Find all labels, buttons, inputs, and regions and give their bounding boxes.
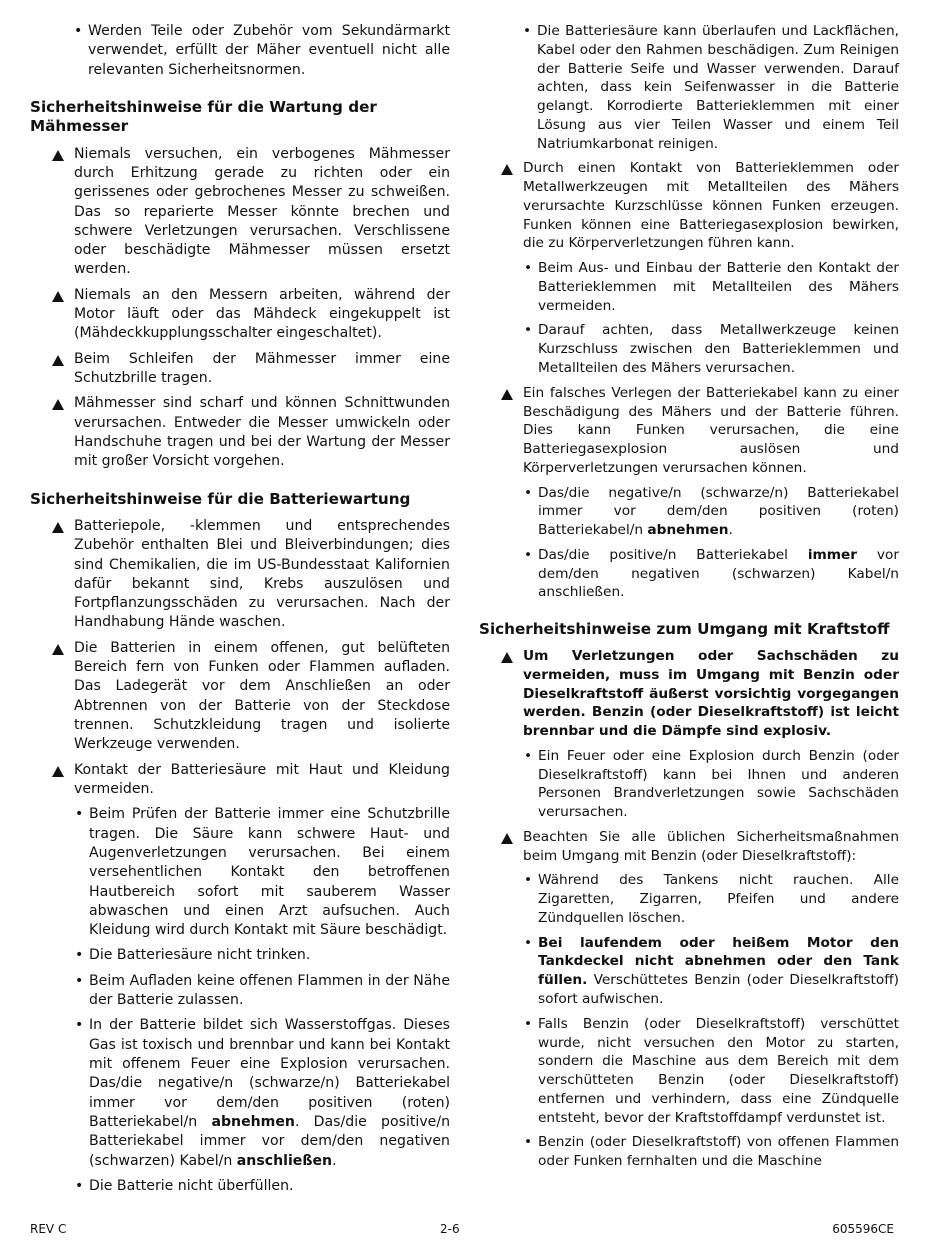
warning-triangle-icon: [501, 833, 513, 844]
warning-triangle-icon: [52, 399, 64, 410]
right-column: [479, 22, 899, 1177]
warning-item: Kontakt der Batteriesäure mit Haut und Kleidung vermeiden.: [30, 761, 450, 800]
warning-triangle-icon: [52, 644, 64, 655]
section-title-battery: Sicherheitshinweise für die Batteriewartung: [30, 489, 411, 508]
warning-item: Beachten Sie alle üblichen Sicherheitsmaßnahmen beim Umgang mit Benzin (oder Dieselkraftstoff):: [479, 828, 899, 866]
footer-revision: REV C: [30, 1222, 67, 1236]
warning-item: Beim Schleifen der Mähmesser immer eine Schutzbrille tragen.: [30, 350, 450, 389]
list-item: • Beim Prüfen der Batterie immer eine Schutzbrille tragen. Die Säure kann schwere Haut- und Augenverletzungen verursachen. Bei einem versehentlichen Kontakt den betroffenen Hautbereich sofort mit sauberem Wasser abwaschen und einen Arzt aufsuchen. Auch Kleidung wird durch Kontakt mit Säure beschädigt.: [75, 806, 450, 939]
list-item: • Die Batteriesäure nicht trinken.: [75, 947, 311, 964]
warning-item: Mähmesser sind scharf und können Schnittwunden verursachen. Entweder die Messer umwickeln oder Handschuhe tragen und bei der Wartung der Messer mit großer Vorsicht vorgehen.: [30, 394, 450, 471]
list-item: • Benzin (oder Dieselkraftstoff) von offenen Flammen oder Funken fernhalten und die Maschine: [524, 1134, 899, 1170]
list-item: • Die Batterie nicht überfüllen.: [75, 1177, 294, 1194]
list-item: • Die Batteriesäure kann überlaufen und Lackflächen, Kabel oder den Rahmen beschädigen. Zum Reinigen der Batterie Seife und Wasser verwenden. Darauf achten, dass kein Seifenwasser in die Batterie gelangt. Korrodierte Batterieklemmen mit einer Lösung aus vier Teilen Wasser und einem Teil Natriumkarbonat reinigen.: [523, 23, 899, 152]
warning-item: Durch einen Kontakt von Batterieklemmen oder Metallwerkzeugen mit Metallteilen des Mähers verursachte Kurzschlüsse können Funken erzeugen. Funken können eine Batteriegasexplosion bewirken, die zu Körperverletzungen führen kann.: [479, 159, 899, 253]
section-title-fuel: Sicherheitshinweise zum Umgang mit Kraftstoff: [479, 620, 890, 639]
warning-item: Die Batterien in einem offenen, gut belüfteten Bereich fern von Funken oder Flammen aufladen. Das Ladegerät vor dem Anschließen an oder Abtrennen von der Batterie von der Steckdose trennen. Schutzkleidung tragen und isolierte Werkzeuge verwenden.: [30, 639, 450, 755]
list-item: • Werden Teile oder Zubehör vom Sekundärmarkt verwendet, erfüllt der Mäher eventuell nicht alle relevanten Sicherheitsnormen.: [74, 23, 450, 78]
warning-triangle-icon: [52, 522, 64, 533]
warning-triangle-icon: [52, 766, 64, 777]
list-item: • Ein Feuer oder eine Explosion durch Benzin (oder Dieselkraftstoff) kann bei Ihnen und anderen Personen Brandverletzungen sowie Sachschäden verursachen.: [524, 747, 899, 821]
warning-triangle-icon: [501, 389, 513, 400]
footer-page-number: 2-6: [440, 1222, 460, 1236]
warning-triangle-icon: [52, 291, 64, 302]
list-item: • In der Batterie bildet sich Wasserstoffgas. Dieses Gas ist toxisch und brennbar und kann bei Kontakt mit offenem Feuer eine Explosion verursachen. Das/die negative/n (schwarze/n) Batteriekabel immer vor dem/den positiven (roten) Batteriekabel/n abnehmen. Das/die positive/n Batteriekabel immer vor dem/den negativen (schwarzen) Kabel/n anschließen.: [75, 1017, 451, 1169]
list-item: • Beim Aus- und Einbau der Batterie den Kontakt der Batterieklemmen mit Metallteilen des Mähers vermeiden.: [524, 260, 899, 314]
section-title-blades: Sicherheitshinweise für die Wartung der Mähmesser: [30, 97, 377, 136]
warning-triangle-icon: [501, 164, 513, 175]
list-item: • Darauf achten, dass Metallwerkzeuge keinen Kurzschluss zwischen den Batterieklemmen und Metallteilen des Mähers verursachen.: [524, 322, 899, 377]
warning-triangle-icon: [52, 150, 64, 161]
warning-triangle-icon: [52, 355, 64, 366]
list-item: • Falls Benzin (oder Dieselkraftstoff) verschüttet wurde, nicht versuchen den Motor zu starten, sondern die Maschine aus dem Bereich mit dem verschütteten Benzin (oder Dieselkraftstoff) entfernen und verhindern, dass eine Zündquelle entsteht, bevor der Kraftstoffdampf verdunstet ist.: [524, 1015, 899, 1126]
list-item: • Das/die negative/n (schwarze/n) Batteriekabel immer vor dem/den positiven (roten) Batteriekabel/n abnehmen.: [524, 484, 899, 539]
warning-triangle-icon: [501, 652, 513, 663]
list-item: • Bei laufendem oder heißem Motor den Tankdeckel nicht abnehmen oder den Tank füllen. Verschüttetes Benzin (oder Dieselkraftstoff) sofort aufwischen.: [524, 934, 899, 1007]
footer-doc-number: 605596CE: [832, 1222, 894, 1236]
warning-item: Batteriepole, -klemmen und entsprechendes Zubehör enthalten Blei und Bleiverbindungen; dies sind Chemikalien, die im US-Bundesstaat Kalifornien dafür bekannt sind, Krebs auszulösen und Fortpflanzungsschäden zu verursachen. Nach der Handhabung Hände waschen.: [30, 517, 450, 633]
warning-item: Um Verletzungen oder Sachschäden zu vermeiden, muss im Umgang mit Benzin oder Dieselkraftstoff äußerst vorsichtig vorgegangen werden. Benzin (oder Dieselkraftstoff) ist leicht brennbar und die Dämpfe sind explosiv.: [479, 647, 899, 741]
warning-item: Niemals versuchen, ein verbogenes Mähmesser durch Erhitzung gerade zu richten oder ein gerissenes oder gebrochenes Messer zu schweißen. Das so reparierte Messer könnte brechen und schwere Verletzungen verursachen. Verschlissene oder beschädigte Mähmesser müssen ersetzt werden.: [30, 145, 450, 280]
warning-item: Ein falsches Verlegen der Batteriekabel kann zu einer Beschädigung des Mähers und der Batterie führen. Dies kann Funken verursachen, die eine Batteriegasexplosion auslösen und Körperverletzungen verursachen können.: [479, 384, 899, 478]
warning-item: Niemals an den Messern arbeiten, während der Motor läuft oder das Mähdeck eingekuppelt ist (Mähdeckkupplungsschalter eingeschaltet).: [30, 286, 450, 344]
list-item: • Während des Tankens nicht rauchen. Alle Zigaretten, Zigarren, Pfeifen und andere Zündquellen löschen.: [524, 872, 899, 926]
list-item: • Beim Aufladen keine offenen Flammen in der Nähe der Batterie zulassen.: [75, 972, 450, 1009]
list-item: • Das/die positive/n Batteriekabel immer vor dem/den negativen (schwarzen) Kabel/n anschließen.: [524, 546, 899, 601]
left-column: [30, 22, 450, 1202]
